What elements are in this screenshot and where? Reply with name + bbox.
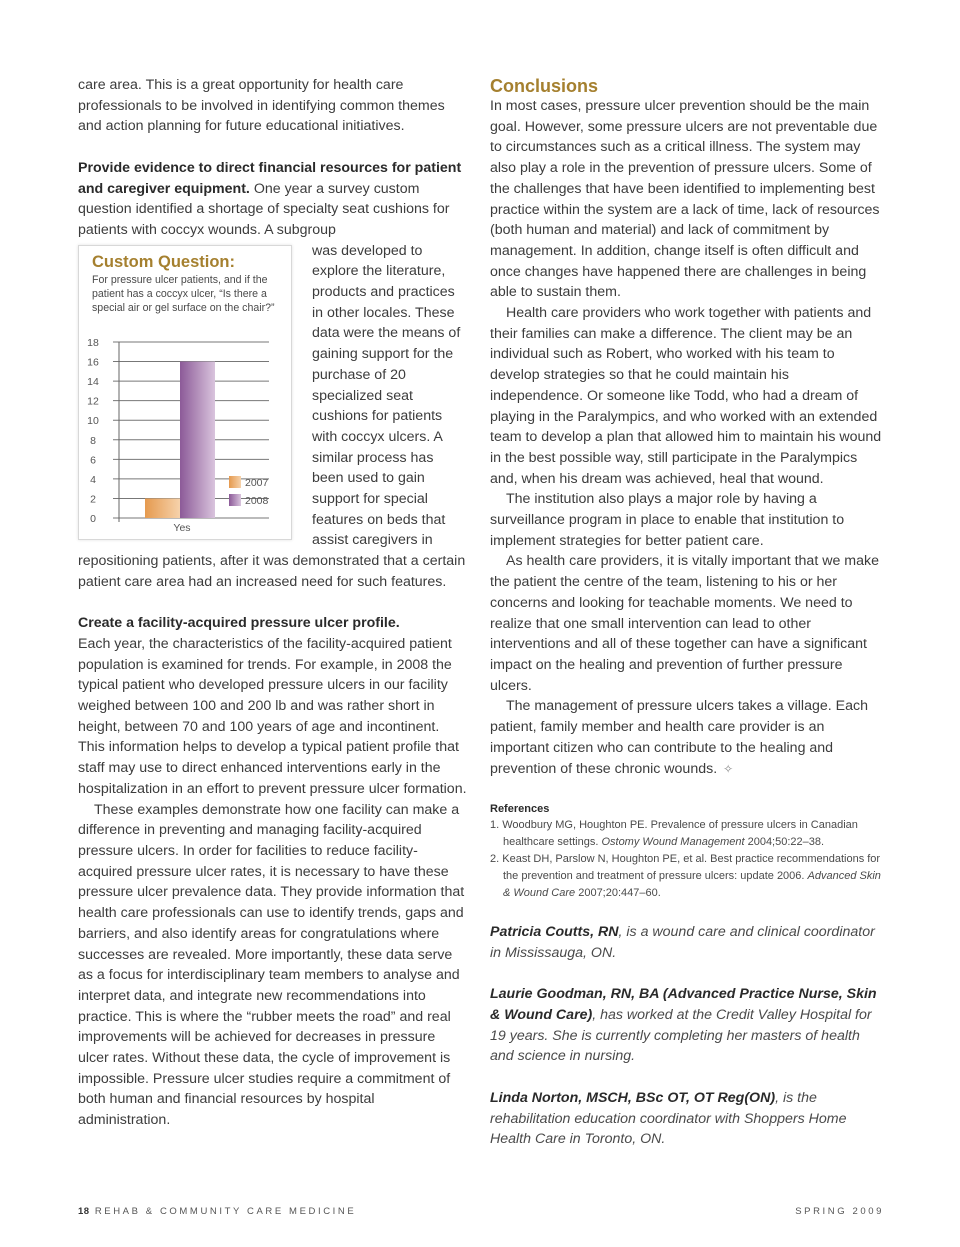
- svg-text:10: 10: [87, 414, 99, 427]
- svg-text:18: 18: [87, 336, 99, 349]
- author-bio: Linda Norton, MSCH, BSc OT, OT Reg(ON), is the rehabilitation education coordinator with Shoppers Home Health Care in Toronto, ON.: [490, 1089, 847, 1148]
- end-ornament-icon: ✧: [723, 761, 732, 776]
- section-financial-resources: Provide evidence to direct financial resources for patient and caregiver equipment. One year a survey custom question identified a shortage of specialty seat cushions for patients with coccyx wounds. A subgroup: [78, 159, 462, 238]
- x-category-label: Yes: [173, 521, 191, 534]
- author-bio: Patricia Coutts, RN, is a wound care and clinical coordinator in Mississauga, ON.: [490, 924, 875, 961]
- chart-wrap-area: [78, 241, 468, 593]
- svg-text:0: 0: [90, 512, 96, 525]
- author-name: Linda Norton, MSCH, BSc OT, OT Reg(ON): [490, 1089, 776, 1106]
- right-column: [490, 75, 885, 1150]
- publication-name: REHAB & COMMUNITY CARE MEDICINE: [94, 1206, 357, 1217]
- svg-text:4: 4: [90, 473, 96, 486]
- references-heading: References: [490, 803, 550, 816]
- custom-question-chart: [78, 245, 292, 540]
- reference-item: 2. Keast DH, Parslow N, Houghton PE, et al. Best practice recommendations for the prevention and treatment of pressure ulcers: update 2006. Advanced Skin & Wound Care 2007;20:447–60.: [490, 853, 881, 900]
- section-profile: Create a facility-acquired pressure ulcer profile. Each year, the characteristics of the facility-acquired patient population is examined for trends. For example, in 2008 the typical patient who developed pressure ulcers in our facility weighed between 100 and 200 lb and was rather short in height, between 70 and 100 years of age and incontinent. This information helps to develop a typical patient profile that staff may use to direct enhanced interventions early in the hospitalization in an effort to prevent pressure ulcer formation.: [78, 615, 467, 797]
- author-bio: Laurie Goodman, RN, BA (Advanced Practice Nurse, Skin & Wound Care), has worked at the Credit Valley Hospital for 19 years. She is currently completing her masters of health and science in nursing.: [490, 986, 877, 1065]
- references-list: [490, 817, 885, 902]
- svg-text:8: 8: [90, 434, 96, 447]
- svg-text:2008: 2008: [245, 494, 269, 507]
- svg-text:12: 12: [87, 395, 99, 408]
- svg-text:16: 16: [87, 356, 99, 369]
- conclusions-paragraph-1: In most cases, pressure ulcer prevention should be the main goal. However, some pressure ulcers are not preventable due to circumstances such as a critical illness. The system may also play a role in the prevention of pressure ulcers. Some of the challenges that have been identified to implementing best practice within the system are a lack of time, lack of resources (both human and material) and lack of commitment by management. In addition, change itself is often difficult and once changes have happened there are challenges in being able to sustain them.: [490, 98, 880, 301]
- footer-publication: [78, 1206, 356, 1217]
- section-heading-profile: Create a facility-acquired pressure ulcer profile.: [78, 615, 400, 632]
- svg-text:14: 14: [87, 375, 99, 388]
- chart-legend: [229, 476, 269, 507]
- page-number: 18: [78, 1206, 90, 1217]
- conclusions-paragraph-2: Health care providers who work together with patients and their families can make a difference. The client may be an individual such as Robert, who worked with his team to develop strategies so that he could maintain his independence. Or someone like Todd, who had a dream of playing in the Paralympics, and who worked with an extended team to develop a plan that allowed him to maintain his wound in the best possible way, still participate in the Paralympics and, when his dream was achieved, heal that wound.: [490, 305, 882, 487]
- reference-item: 1. Woodbury MG, Houghton PE. Prevalence of pressure ulcers in Canadian healthcare settings. Ostomy Wound Management 2004;50:22–38.: [490, 819, 858, 849]
- examples-paragraph: These examples demonstrate how one facility can make a difference in preventing and managing facility-acquired pressure ulcers. In order for facilities to reduce facility-acquired pressure ulcer rates, it is necessary to have these pressure ulcer prevalence data. They provide information that health care professionals can use to identify trends, gaps and barriers, and also identify areas for congratulations where successes are revealed. More importantly, these data serve as a focus for interdisciplinary team members to analyse and interpret data, and integrate new recommendations into practice. This is where the “rubber meets the road” and real improvements will be achieved for decreases in pressure ulcer rates. Without these data, the cycle of improvement is impossible. Pressure ulcer studies require a commitment of both human and financial resources by hospital administration.: [78, 801, 465, 1129]
- chart-title: Custom Question:: [92, 252, 235, 271]
- chart-question: For pressure ulcer patients, and if the patient has a coccyx ulcer, “Is there a special air or gel surface on the chair?”: [92, 273, 275, 314]
- bar-2007: [145, 498, 180, 518]
- conclusions-paragraph-3: The institution also plays a major role by having a surveillance program in place to enable that institution to implement strategies for better patient care.: [490, 491, 845, 549]
- intro-paragraph: care area. This is a great opportunity for health care professionals to be involved in identifying common themes and action planning for future educational initiatives.: [78, 77, 445, 135]
- svg-text:2: 2: [90, 493, 96, 506]
- author-name: Patricia Coutts, RN: [490, 924, 619, 941]
- bar-2008: [180, 361, 215, 517]
- y-axis-tick-labels: [87, 337, 99, 525]
- footer-issue: SPRING 2009: [795, 1206, 884, 1217]
- section-financial-continued: was developed to explore the literature, products and practices in other locales. These data were the means of gaining support for the purchase of 20 specialized seat cushions for patients with coccyx ulcers. A similar process has been used to gain support for special features on beds that assist caregivers in repositioning patients, after it was demonstrated that a certain patient care area had an increased need for such features.: [78, 242, 466, 590]
- section-heading-financial: Provide evidence to direct financial resources for patient and caregiver equipment.: [78, 159, 462, 197]
- svg-text:2007: 2007: [245, 476, 269, 489]
- conclusions-paragraph-4: As health care providers, it is vitally important that we make the patient the centre of the team, listening to his or her concerns and looking for teachable moments. We need to realize that one small intervention can lead to other interventions and all of these together can have a significant impact on the healing and prevention of further pressure ulcers.: [490, 553, 879, 694]
- conclusions-heading: Conclusions: [490, 76, 599, 96]
- left-column: [78, 75, 468, 1131]
- conclusions-paragraph-5: The management of pressure ulcers takes a village. Each patient, family member and health care provider is an important citizen who can contribute to the healing and prevention of these chronic wounds. ✧: [490, 698, 868, 777]
- svg-text:6: 6: [90, 453, 96, 466]
- author-name: Laurie Goodman, RN, BA (Advanced Practice Nurse, Skin & Wound Care): [490, 986, 877, 1023]
